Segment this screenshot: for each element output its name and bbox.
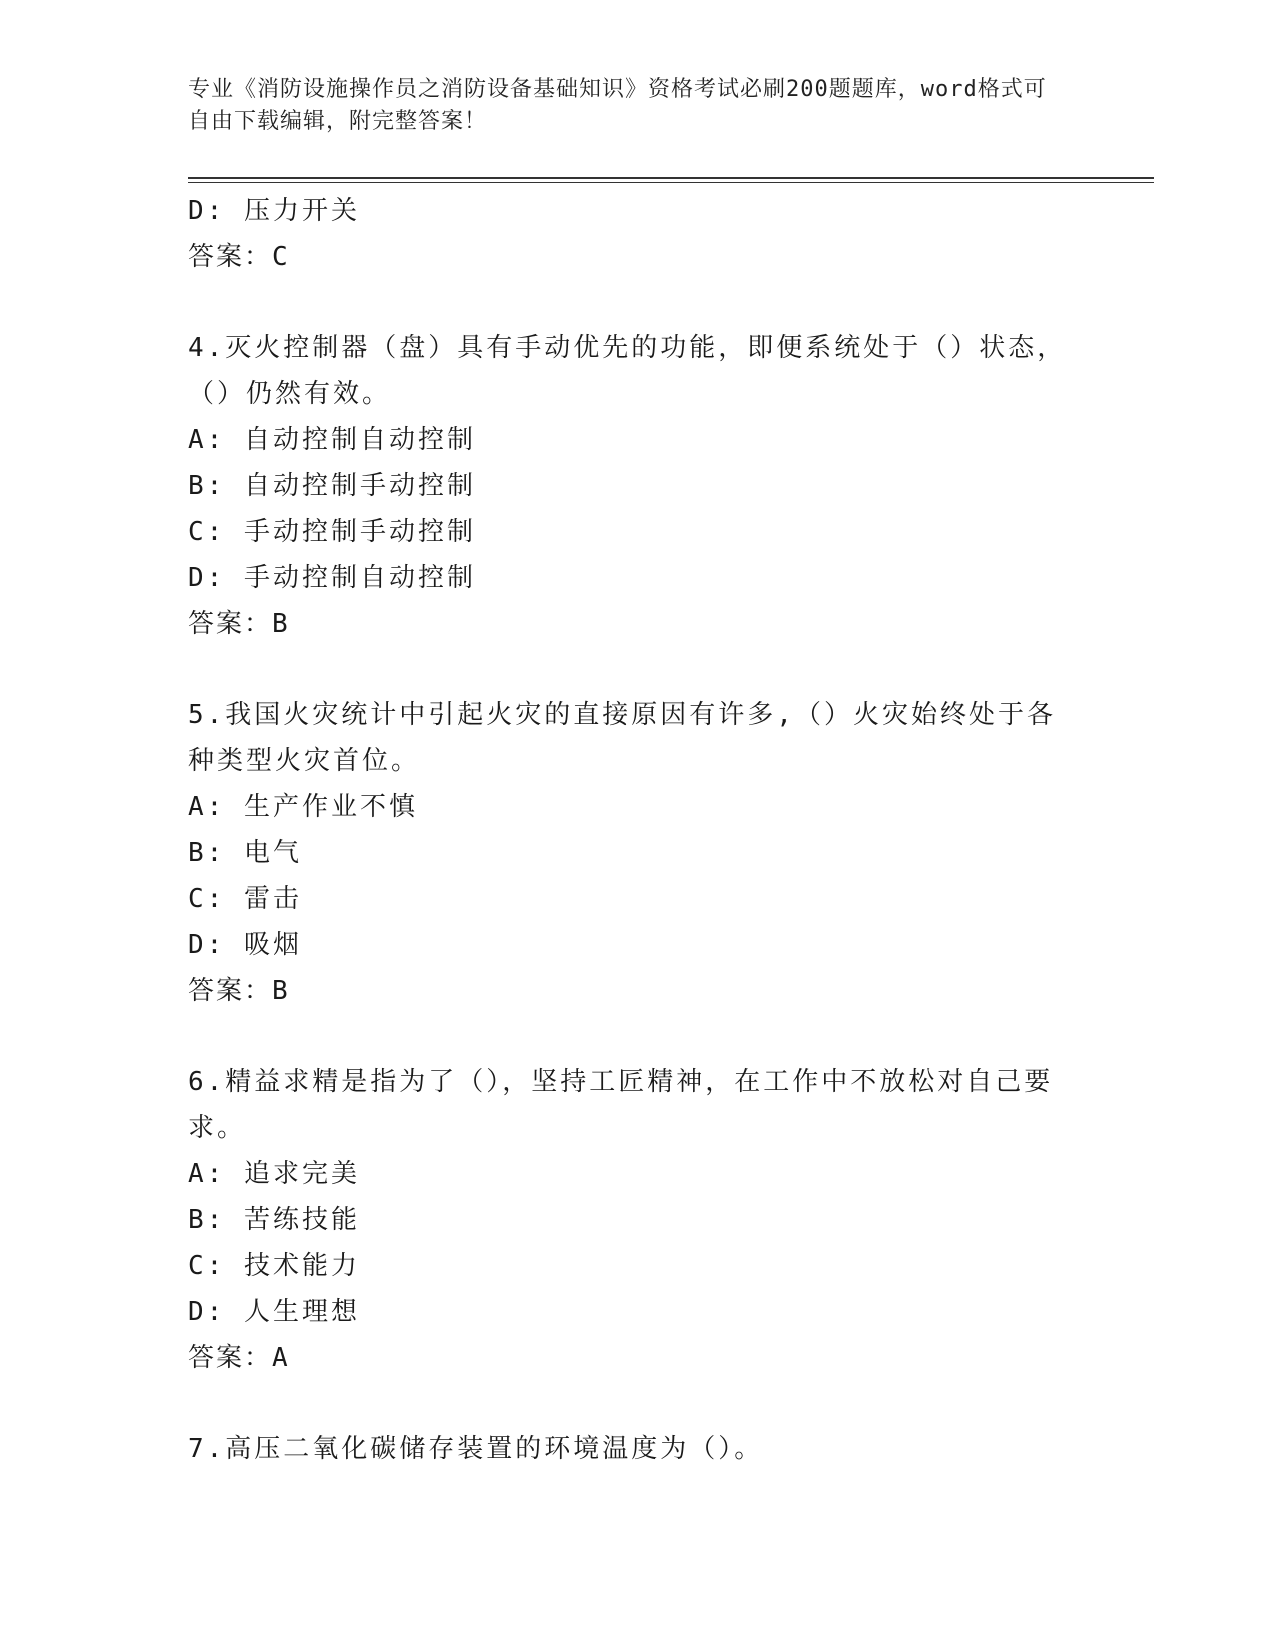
question-stem: 6.精益求精是指为了（），坚持工匠精神，在工作中不放松对自己要求。 <box>188 1067 1054 1143</box>
header-divider-thick <box>188 177 1154 179</box>
option-d: D: 人生理想 <box>188 1297 360 1327</box>
answer: 答案：C <box>188 242 290 272</box>
question-stem: 5.我国火灾统计中引起火灾的直接原因有许多,（）火灾始终处于各种类型火灾首位。 <box>188 700 1056 776</box>
option-d: D: 吸烟 <box>188 930 302 960</box>
option-a: A: 生产作业不慎 <box>188 792 418 822</box>
answer: 答案：B <box>188 609 290 639</box>
option-d: D: 手动控制自动控制 <box>188 563 476 593</box>
question-content <box>188 188 1088 1472</box>
option-d: D: 压力开关 <box>188 196 360 226</box>
document-header: 专业《消防设施操作员之消防设备基础知识》资格考试必刷200题题库，word格式可自由下载编辑，附完整答案！ <box>188 77 1047 134</box>
option-c: C: 手动控制手动控制 <box>188 517 476 547</box>
option-a: A: 自动控制自动控制 <box>188 425 476 455</box>
option-c: C: 雷击 <box>188 884 302 914</box>
option-b: B: 自动控制手动控制 <box>188 471 476 501</box>
option-b: B: 电气 <box>188 838 302 868</box>
option-c: C: 技术能力 <box>188 1251 360 1281</box>
header-divider-thin <box>188 182 1154 183</box>
option-b: B: 苦练技能 <box>188 1205 360 1235</box>
answer: 答案：B <box>188 976 290 1006</box>
answer: 答案：A <box>188 1343 290 1373</box>
question-stem: 4.灭火控制器（盘）具有手动优先的功能，即便系统处于（）状态，（）仍然有效。 <box>188 333 1067 409</box>
question-stem: 7.高压二氧化碳储存装置的环境温度为（）。 <box>188 1434 764 1464</box>
option-a: A: 追求完美 <box>188 1159 360 1189</box>
